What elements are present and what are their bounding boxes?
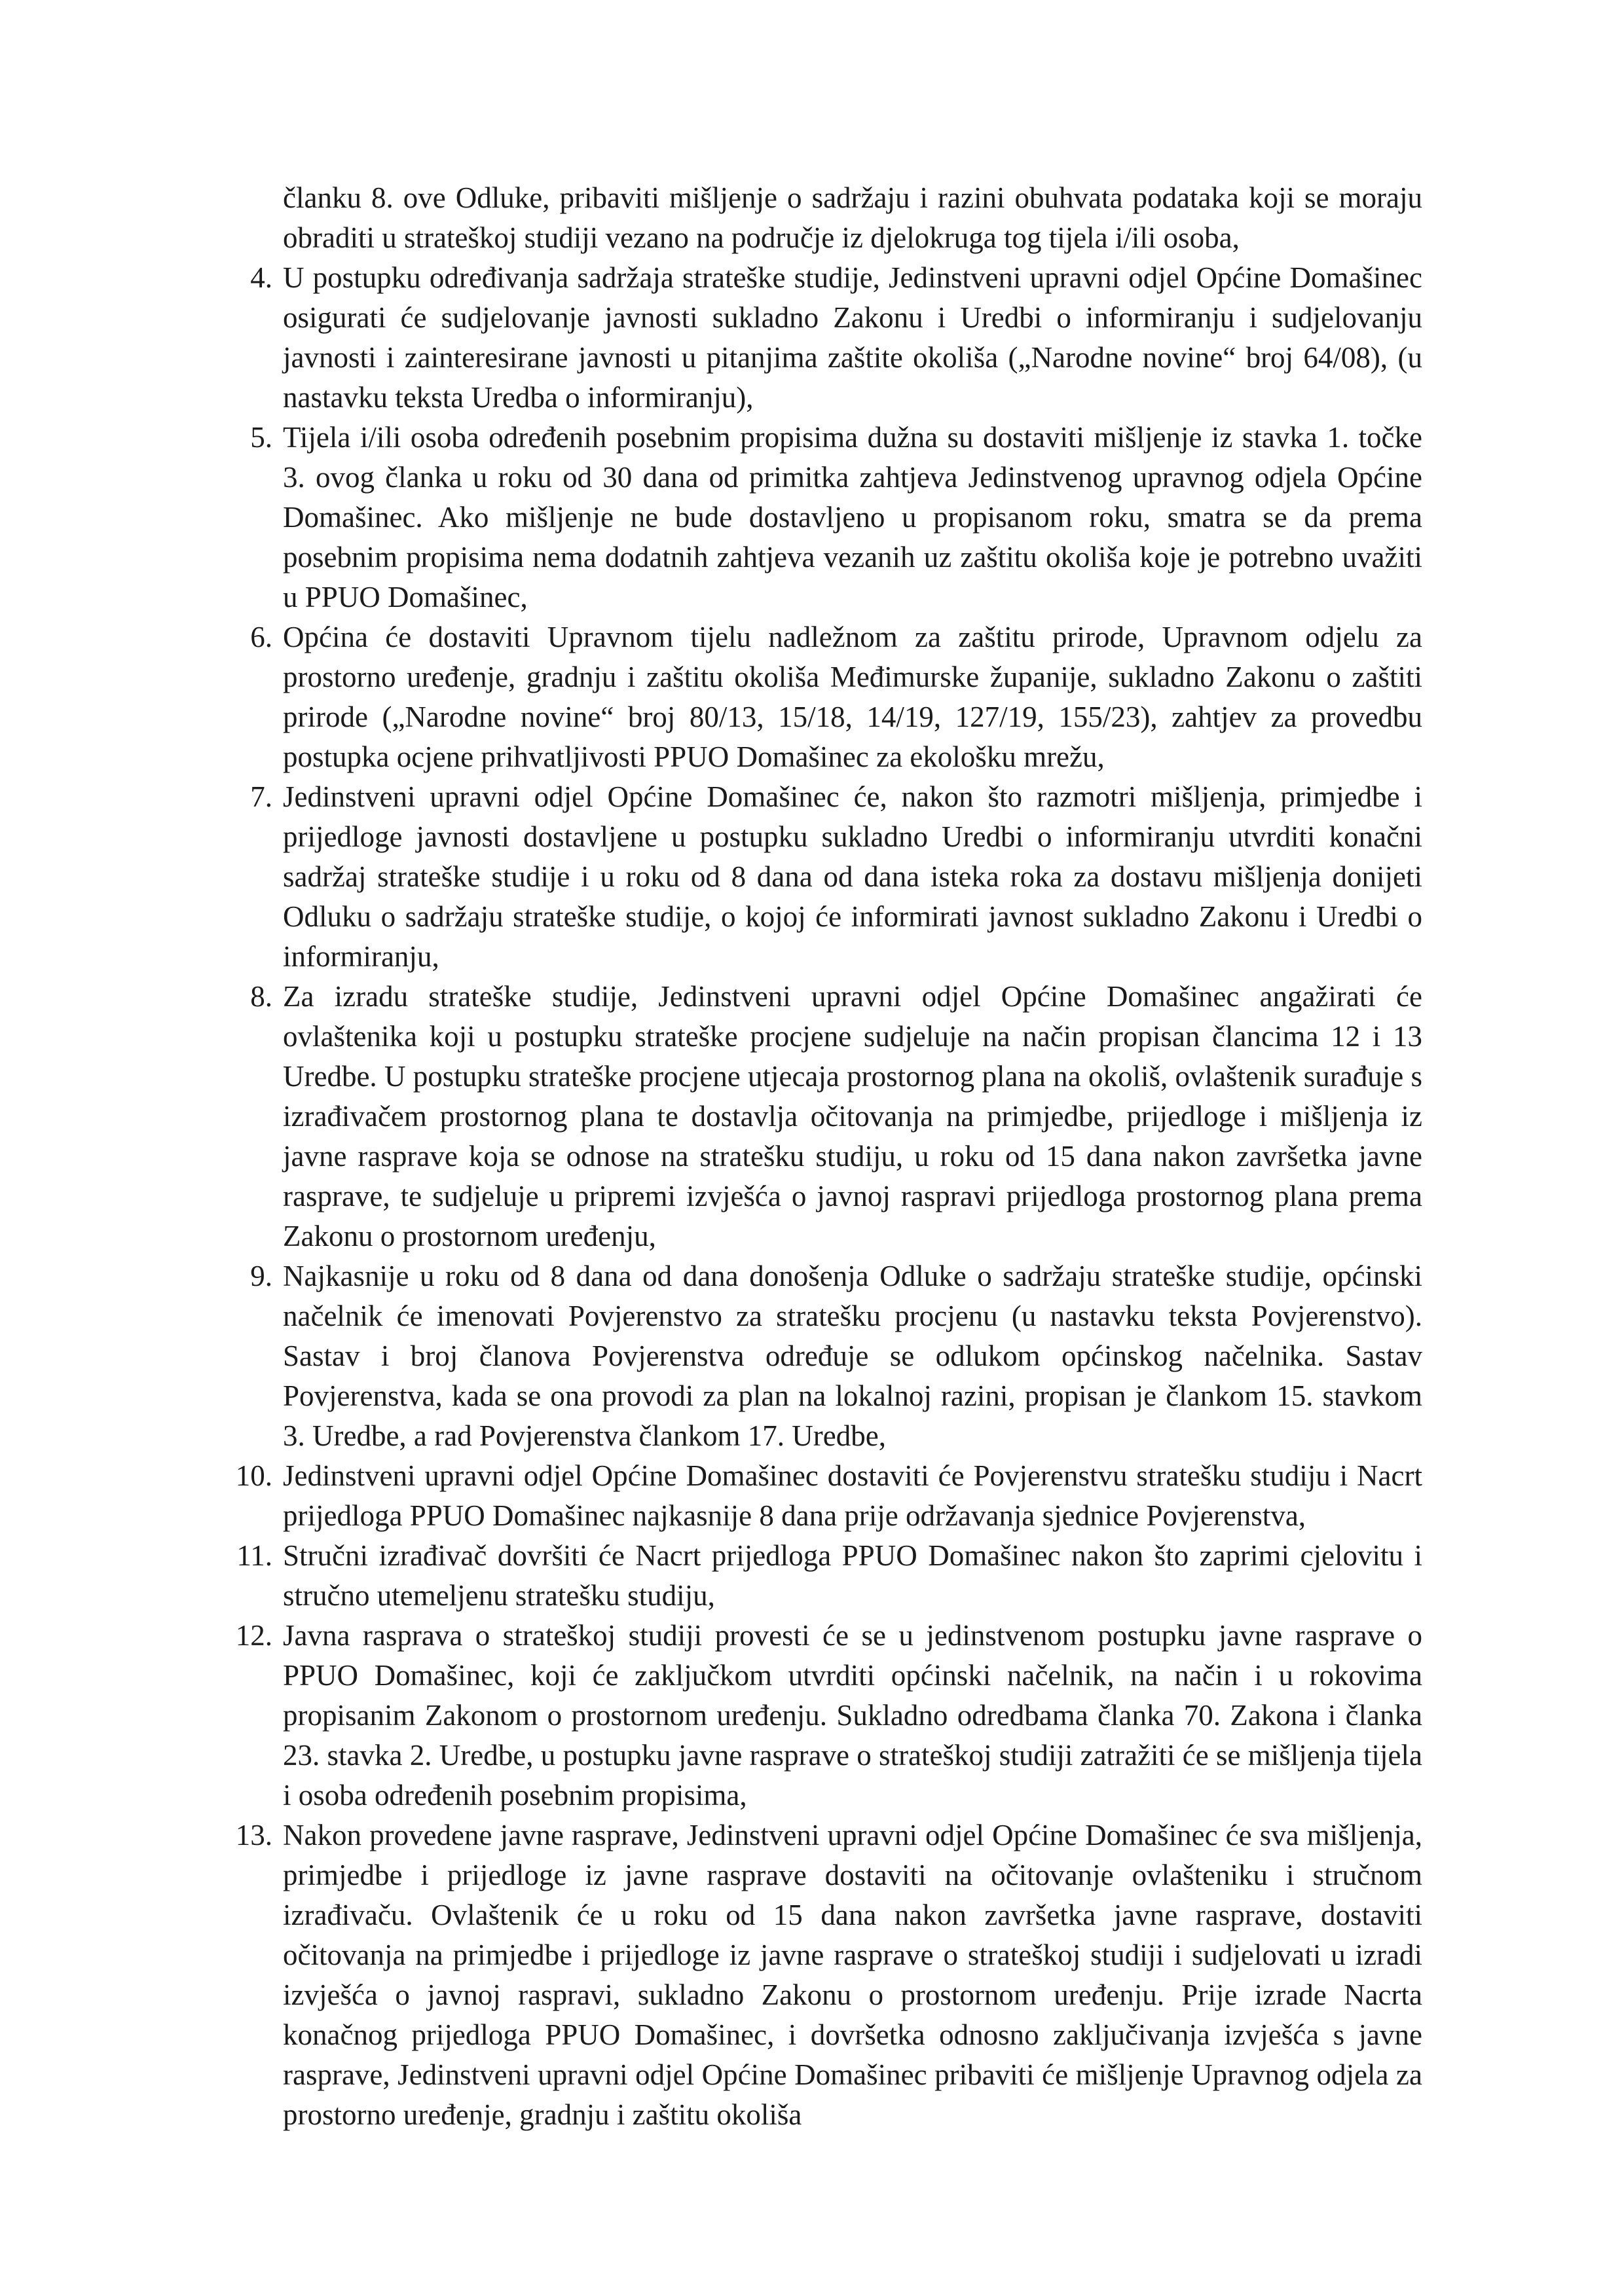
item-text: Javna rasprava o strateškoj studiji provesti će se u jedinstvenom postupku javne rasprave o PPUO Domašinec, koji će zaključkom utvrditi općinski načelnik, na način i u rokovima propisanim Zakonom o prostornom uređenju. Sukladno odredbama članka 70. Zakona i članka 23. stavka 2. Uredbe, u postupku javne rasprave o strateškoj studiji zatražiti će se mišljenja tijela i osoba određenih posebnim propisima, (283, 1619, 1422, 1812)
item-number: 5. (250, 421, 272, 454)
item-number: 10. (235, 1459, 272, 1492)
item-text: U postupku određivanja sadržaja strateške studije, Jedinstveni upravni odjel Općine Domašinec osigurati će sudjelovanje javnosti sukladno Zakonu i Uredbi o informiranju i sudjelovanju javnosti i zainteresirane javnosti u pitanjima zaštite okoliša („Narodne novine“ broj 64/08), (u nastavku teksta Uredba o informiranju), (283, 261, 1422, 414)
list-item (236, 777, 1422, 977)
item-text: Jedinstveni upravni odjel Općine Domašinec dostaviti će Povjerenstvu stratešku studiju i Nacrt prijedloga PPUO Domašinec najkasnije 8 dana prije održavanja sjednice Povjerenstva, (283, 1459, 1422, 1532)
list-item (236, 418, 1422, 617)
item-text: Općina će dostaviti Upravnom tijelu nadležnom za zaštitu prirode, Upravnom odjelu za prostorno uređenje, gradnju i zaštitu okoliša Međimurske županije, sukladno Zakonu o zaštiti prirode („Narodne novine“ broj 80/13, 15/18, 14/19, 127/19, 155/23), zahtjev za provedbu postupka ocjene prihvatljivosti PPUO Domašinec za ekološku mrežu, (283, 621, 1422, 773)
item-text: Jedinstveni upravni odjel Općine Domašinec će, nakon što razmotri mišljenja, primjedbe i prijedloge javnosti dostavljene u postupku sukladno Uredbi o informiranju utvrditi konačni sadržaj strateške studije i u roku od 8 dana od dana isteka roka za dostavu mišljenja donijeti Odluku o sadržaju strateške studije, o kojoj će informirati javnost sukladno Zakonu i Uredbi o informiranju, (283, 780, 1422, 973)
list-item (236, 1616, 1422, 1815)
list-item (236, 1256, 1422, 1456)
item-number: 13. (235, 1819, 272, 1851)
item-text: Nakon provedene javne rasprave, Jedinstveni upravni odjel Općine Domašinec će sva mišljenja, primjedbe i prijedloge iz javne rasprave dostaviti na očitovanje ovlašteniku i stručnom izrađivaču. Ovlaštenik će u roku od 15 dana nakon završetka javne rasprave, dostaviti očitovanja na primjedbe i prijedloge iz javne rasprave o strateškoj studiji i sudjelovati u izradi izvješća o javnoj raspravi, sukladno Zakonu o prostornom uređenju. Prije izrade Nacrta konačnog prijedloga PPUO Domašinec, i dovršetka odnosno zaključivanja izvješća s javne rasprave, Jedinstveni upravni odjel Općine Domašinec pribaviti će mišljenje Upravnog odjela za prostorno uređenje, gradnju i zaštitu okoliša (283, 1819, 1422, 2131)
item-number: 12. (235, 1619, 272, 1652)
item-text: Tijela i/ili osoba određenih posebnim propisima dužna su dostaviti mišljenje iz stavka 1. točke 3. ovog članka u roku od 30 dana od primitka zahtjeva Jedinstvenog upravnog odjela Općine Domašinec. Ako mišljenje ne bude dostavljeno u propisanom roku, smatra se da prema posebnim propisima nema dodatnih zahtjeva vezanih uz zaštitu okoliša koje je potrebno uvažiti u PPUO Domašinec, (283, 421, 1422, 613)
numbered-list (236, 258, 1422, 2135)
item-text: Stručni izrađivač dovršiti će Nacrt prijedloga PPUO Domašinec nakon što zaprimi cjelovitu i stručno utemeljenu stratešku studiju, (283, 1539, 1422, 1612)
item-text: Za izradu strateške studije, Jedinstveni upravni odjel Općine Domašinec angažirati će ovlaštenika koji u postupku strateške procjene sudjeluje na način propisan člancima 12 i 13 Uredbe. U postupku strateške procjene utjecaja prostornog plana na okoliš, ovlaštenik surađuje s izrađivačem prostornog plana te dostavlja očitovanja na primjedbe, prijedloge i mišljenja iz javne rasprave koja se odnose na stratešku studiju, u roku od 15 dana nakon završetka javne rasprave, te sudjeluje u pripremi izvješća o javnoj raspravi prijedloga prostornog plana prema Zakonu o prostornom uređenju, (283, 980, 1422, 1252)
item-text: Najkasnije u roku od 8 dana od dana donošenja Odluke o sadržaju strateške studije, općinski načelnik će imenovati Povjerenstvo za stratešku procjenu (u nastavku teksta Povjerenstvo). Sastav i broj članova Povjerenstva određuje se odlukom općinskog načelnika. Sastav Povjerenstva, kada se ona provodi za plan na lokalnoj razini, propisan je člankom 15. stavkom 3. Uredbe, a rad Povjerenstva člankom 17. Uredbe, (283, 1260, 1422, 1452)
list-item (236, 1536, 1422, 1616)
item-number: 6. (250, 621, 272, 653)
item-number: 8. (250, 980, 272, 1013)
item-number: 4. (250, 261, 272, 294)
item-number: 11. (236, 1539, 272, 1572)
list-item (236, 1456, 1422, 1536)
item-number: 7. (250, 780, 272, 813)
item-number: 9. (250, 1260, 272, 1292)
continuation-paragraph: članku 8. ove Odluke, pribaviti mišljenje o sadržaju i razini obuhvata podataka koji se moraju obraditi u strateškoj studiji vezano na područje iz djelokruga tog tijela i/ili osoba, (283, 181, 1422, 254)
list-item (236, 617, 1422, 777)
list-item (236, 1815, 1422, 2135)
list-item (236, 258, 1422, 418)
list-item (236, 977, 1422, 1256)
